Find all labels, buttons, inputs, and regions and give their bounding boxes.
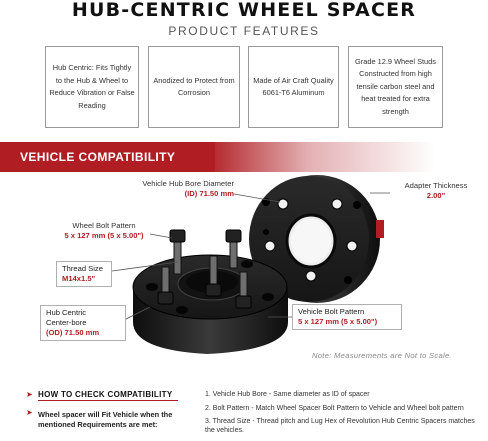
thread-label: Thread Size bbox=[62, 264, 103, 273]
callout-vehicle-pattern bbox=[292, 304, 402, 330]
feature-box-studs: Grade 12.9 Wheel Studs Constructed from high tensile carbon steel and heat treated for extra strength bbox=[348, 46, 443, 128]
banner-fade bbox=[205, 142, 435, 172]
section-banner bbox=[0, 142, 488, 172]
howto-requirement: Wheel spacer will Fit Vehicle when the mentioned Requirements are met: bbox=[38, 410, 173, 429]
feature-box-aluminum: Made of Air Craft Quality 6061-T6 Aluminum bbox=[248, 46, 339, 128]
callout-thickness bbox=[392, 181, 480, 201]
vehicle-pattern-label: Vehicle Bolt Pattern bbox=[298, 307, 365, 316]
hub-bore-value: (ID) 71.50 mm bbox=[184, 189, 234, 198]
step-item: 1. Vehicle Hub Bore - Same diameter as ID of spacer bbox=[205, 391, 370, 398]
thread-value: M14x1.5" bbox=[62, 274, 96, 283]
spacer-diagram bbox=[0, 172, 488, 367]
howto-steps bbox=[205, 391, 480, 440]
centerbore-label-1: Hub Centric bbox=[46, 308, 87, 317]
wheel-pattern-value: 5 x 127 mm (5 x 5.00") bbox=[64, 231, 144, 240]
feature-box-anodized: Anodized to Protect from Corrosion bbox=[148, 46, 240, 128]
centerbore-value: (OD) 71.50 mm bbox=[46, 328, 100, 337]
features-row bbox=[45, 46, 443, 128]
thickness-value: 2.00" bbox=[426, 191, 446, 200]
requirement-arrow-icon: ➤ bbox=[26, 408, 33, 417]
vehicle-pattern-value: 5 x 127 mm (5 x 5.00") bbox=[298, 317, 378, 326]
centerbore-label-2: Center-bore bbox=[46, 318, 87, 327]
hub-bore-label: Vehicle Hub Bore Diameter bbox=[142, 179, 234, 188]
howto-arrow-icon: ➤ bbox=[26, 390, 33, 399]
callout-hub-bore bbox=[110, 179, 234, 199]
callout-thread bbox=[56, 261, 112, 287]
callout-wheel-pattern bbox=[58, 221, 150, 241]
feature-box-hub-centric: Hub Centric: Fits Tightly to the Hub & Wheel to Reduce Vibration or False Reading bbox=[45, 46, 139, 128]
wheel-pattern-label: Wheel Bolt Pattern bbox=[72, 221, 136, 230]
page-title: HUB-CENTRIC WHEEL SPACER bbox=[71, 0, 417, 21]
section-title: VEHICLE COMPATIBILITY bbox=[20, 150, 176, 164]
howto-underline bbox=[38, 400, 178, 401]
step-item: 3. Thread Size - Thread pitch and Lug Hex of Revolution Hub Centric Spacers matches the vehicles. bbox=[205, 418, 475, 434]
howto-title: HOW TO CHECK COMPATIBILITY bbox=[38, 390, 173, 399]
scale-note: Note: Measurements are Not to Scale bbox=[312, 351, 450, 360]
page-subtitle: PRODUCT FEATURES bbox=[168, 24, 320, 38]
thickness-label: Adapter Thickness bbox=[404, 181, 468, 190]
step-item: 2. Bolt Pattern - Match Wheel Spacer Bolt Pattern to Vehicle and Wheel bolt pattern bbox=[205, 404, 464, 412]
callout-centerbore bbox=[40, 305, 126, 341]
